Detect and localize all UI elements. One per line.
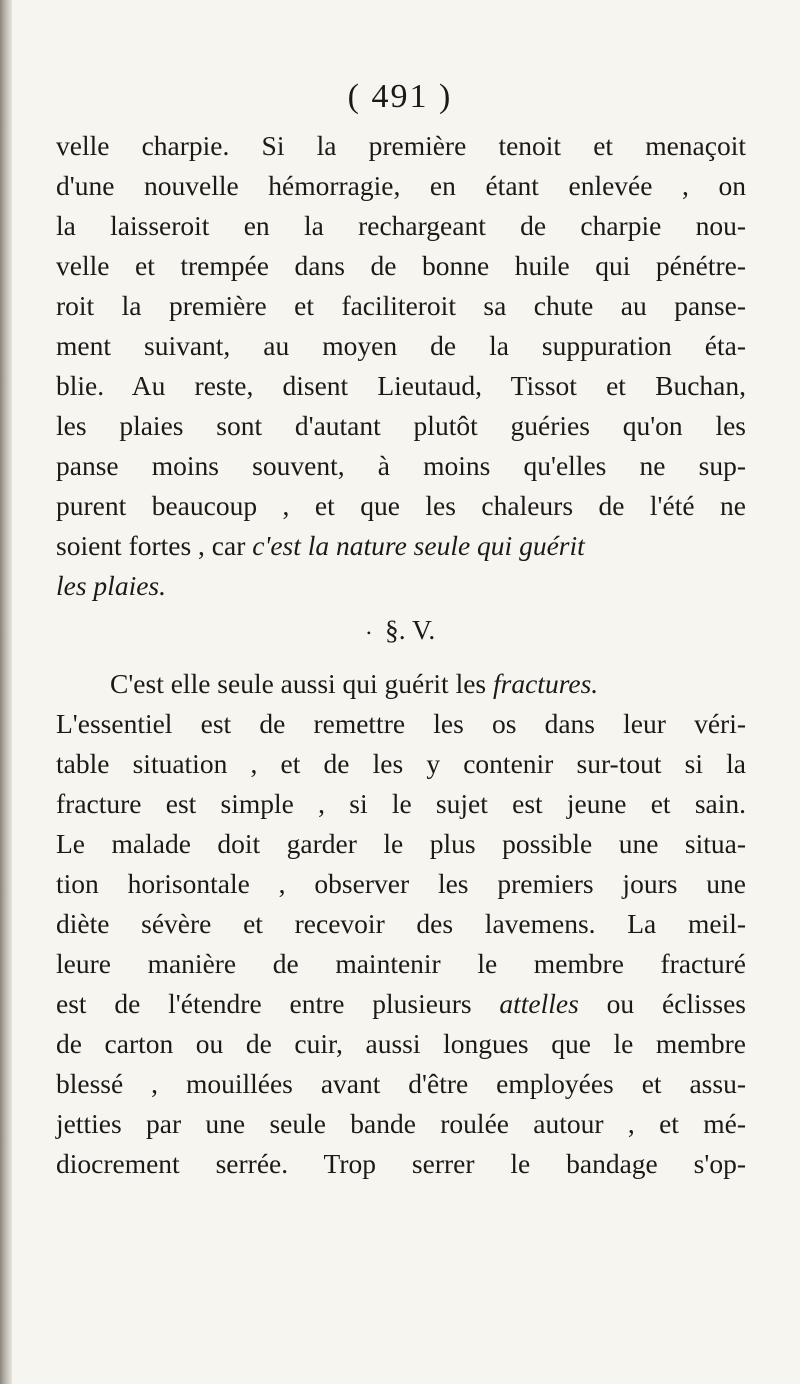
text-line bbox=[56, 984, 746, 1024]
italic-text: c'est la nature seule qui guérit bbox=[252, 530, 585, 561]
text-line bbox=[56, 526, 746, 566]
text-line bbox=[56, 566, 746, 606]
page-number: ( 491 ) bbox=[347, 78, 453, 115]
paragraph-2 bbox=[56, 664, 746, 1184]
italic-text: attelles bbox=[499, 988, 579, 1019]
text-line: velle charpie. Si la première tenoit et menaçoit bbox=[56, 130, 746, 161]
paragraph-1 bbox=[56, 126, 746, 606]
section-marker: • bbox=[366, 625, 371, 640]
text-line: les plaies sont d'autant plutôt guéries qu'on les bbox=[56, 410, 746, 441]
text-line: table situation , et de les y contenir sur-tout si la bbox=[56, 748, 746, 779]
text-line bbox=[56, 664, 746, 704]
text-line: diocrement serrée. Trop serrer le bandage s'op- bbox=[56, 1148, 746, 1179]
text-line: leure manière de maintenir le membre fracturé bbox=[56, 948, 746, 979]
text-line: panse moins souvent, à moins qu'elles ne sup- bbox=[56, 450, 746, 481]
text-line: Le malade doit garder le plus possible une situa- bbox=[56, 828, 746, 859]
text-run: soient fortes , car bbox=[56, 530, 253, 561]
text-line: ment suivant, au moyen de la suppuration éta- bbox=[56, 330, 746, 361]
text-line: velle et trempée dans de bonne huile qui pénétre- bbox=[56, 250, 746, 281]
text-line: diète sévère et recevoir des lavemens. La meil- bbox=[56, 908, 746, 939]
section-heading bbox=[56, 602, 746, 658]
text-line: d'une nouvelle hémorragie, en étant enlevée , on bbox=[56, 170, 746, 201]
italic-text: les plaies. bbox=[56, 570, 166, 601]
text-line: fracture est simple , si le sujet est jeune et sain. bbox=[56, 788, 746, 819]
text-line: blessé , mouillées avant d'être employées et assu- bbox=[56, 1068, 746, 1099]
text-line: tion horisontale , observer les premiers jours une bbox=[56, 868, 746, 899]
text-line: la laisseroit en la rechargeant de charpie nou- bbox=[56, 210, 746, 241]
text-line: roit la première et faciliteroit sa chute au panse- bbox=[56, 290, 746, 321]
page-body bbox=[56, 126, 746, 1184]
text-line: de carton ou de cuir, aussi longues que le membre bbox=[56, 1028, 746, 1059]
text-line: purent beaucoup , et que les chaleurs de l'été ne bbox=[56, 490, 746, 521]
italic-text: fractures. bbox=[493, 668, 599, 699]
text-run: C'est elle seule aussi qui guérit les bbox=[110, 668, 493, 699]
text-line: jetties par une seule bande roulée autour , et mé- bbox=[56, 1108, 746, 1139]
text-run: est de l'étendre entre plusieurs bbox=[56, 988, 500, 1019]
section-label: §. V. bbox=[385, 614, 436, 645]
text-line: blie. Au reste, disent Lieutaud, Tissot et Buchan, bbox=[56, 370, 746, 401]
text-line: L'essentiel est de remettre les os dans leur véri- bbox=[56, 708, 746, 739]
text-run: ou éclisses bbox=[578, 988, 746, 1019]
